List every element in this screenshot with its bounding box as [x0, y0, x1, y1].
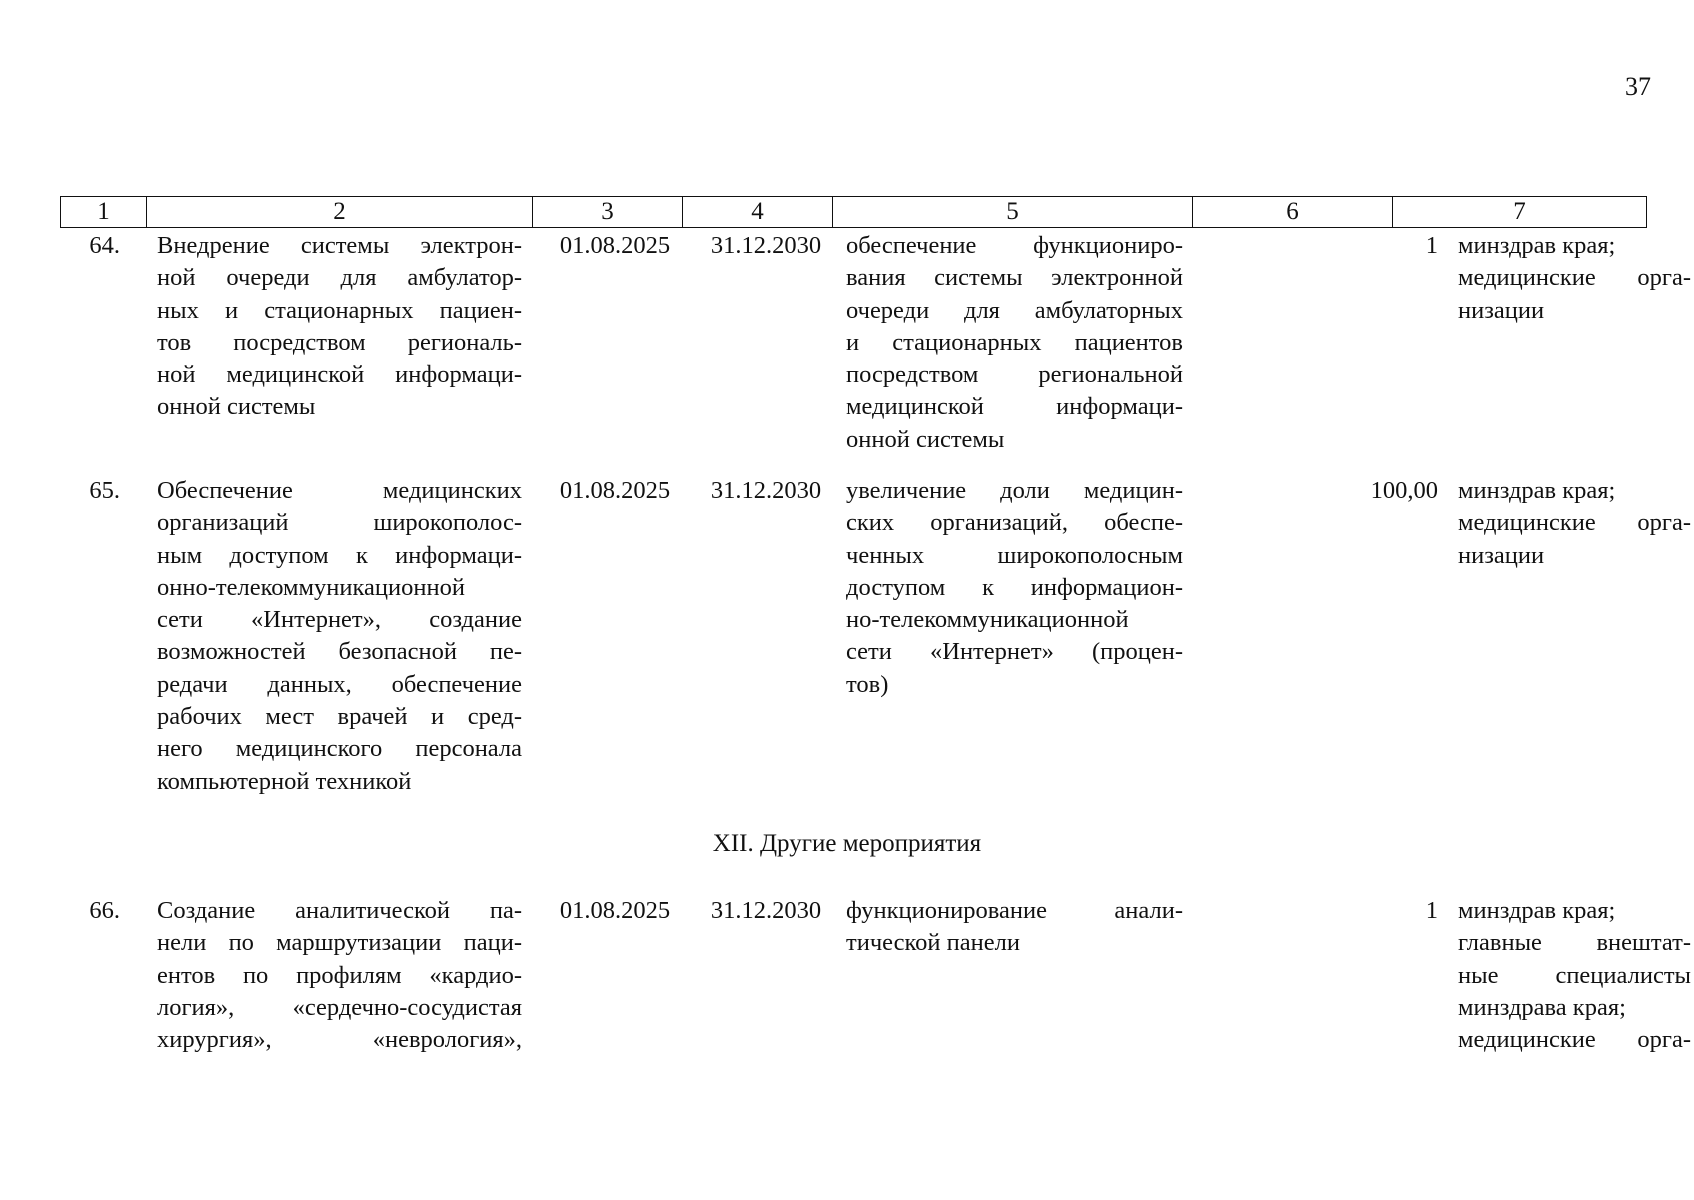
column-header-6: 6 [1193, 197, 1393, 228]
end-date: 31.12.2030 [710, 232, 822, 259]
text-line: хирургия», «неврология», [157, 1026, 522, 1054]
text-line: возможностей безопасной пе- [157, 638, 522, 666]
text-line: онной системы [846, 425, 1005, 453]
text-line: тов посредством региональ- [157, 328, 522, 356]
text-line: Создание аналитической па- [157, 897, 522, 924]
text-line: низации [1458, 541, 1545, 569]
table-header [60, 196, 1647, 228]
start-date: 01.08.2025 [559, 477, 671, 504]
text-line: ным доступом к информаци- [157, 541, 522, 569]
text-line: функционирование анали- [846, 897, 1183, 924]
text-line: минздрав края; [1458, 477, 1616, 504]
indicator-value: 100,00 [1370, 477, 1438, 504]
text-line: посредством региональной [846, 361, 1183, 389]
text-line: Внедрение системы электрон- [157, 232, 522, 259]
text-line: него медицинского персонала [157, 735, 522, 763]
text-line: рабочих мест врачей и сред- [157, 703, 522, 731]
text-line: ных и стационарных пациен- [157, 296, 522, 324]
text-line: сети «Интернет», создание [157, 606, 522, 634]
text-line: онно-телекоммуникационной [157, 573, 465, 601]
text-line: медицинские орга- [1458, 264, 1691, 292]
measure-name [157, 895, 522, 1056]
responsible [1458, 230, 1691, 327]
text-line: медицинские орга- [1458, 509, 1691, 537]
result-indicator [846, 895, 1183, 960]
start-date: 01.08.2025 [559, 232, 671, 259]
text-line: но-телекоммуникационной [846, 606, 1129, 634]
text-line: медицинской информаци- [846, 393, 1183, 421]
column-header-1: 1 [61, 197, 147, 228]
text-line: медицинские орга- [1458, 1026, 1691, 1054]
text-line: логия», «сердечно-сосудистая [157, 993, 522, 1021]
end-date: 31.12.2030 [710, 477, 822, 504]
text-line: сети «Интернет» (процен- [846, 638, 1183, 666]
text-line: тов) [846, 670, 889, 698]
indicator-value: 1 [1425, 897, 1438, 924]
text-line: вания системы электронной [846, 264, 1183, 292]
row-number: 65. [89, 477, 120, 504]
text-line: компьютерной техникой [157, 767, 412, 795]
column-header-5: 5 [833, 197, 1193, 228]
result-indicator [846, 230, 1183, 456]
text-line: ченных широкополосным [846, 541, 1183, 569]
indicator-value: 1 [1425, 232, 1438, 259]
text-line: доступом к информацион- [846, 573, 1183, 601]
text-line: минздрава края; [1458, 993, 1626, 1021]
text-line: низации [1458, 296, 1545, 324]
text-line: и стационарных пациентов [846, 328, 1183, 356]
section-heading: XII. Другие мероприятия [712, 830, 982, 857]
column-header-3: 3 [533, 197, 683, 228]
text-line: нели по маршрутизации паци- [157, 929, 522, 957]
text-line: минздрав края; [1458, 897, 1616, 924]
column-header-2: 2 [147, 197, 533, 228]
column-header-4: 4 [683, 197, 833, 228]
text-line: организаций широкополос- [157, 509, 522, 537]
text-line: главные внештат- [1458, 929, 1691, 957]
end-date: 31.12.2030 [710, 897, 822, 924]
text-line: минздрав края; [1458, 232, 1616, 259]
column-header-7: 7 [1393, 197, 1647, 228]
text-line: тической панели [846, 929, 1020, 957]
measure-name [157, 475, 522, 798]
result-indicator [846, 475, 1183, 701]
row-number: 64. [89, 232, 120, 259]
measure-name [157, 230, 522, 424]
text-line: онной системы [157, 393, 316, 421]
text-line: редачи данных, обеспечение [157, 670, 522, 698]
text-line: очереди для амбулаторных [846, 296, 1183, 324]
text-line: ной медицинской информаци- [157, 361, 522, 389]
text-line: ентов по профилям «кардио- [157, 961, 522, 989]
row-number: 66. [89, 897, 120, 924]
text-line: ной очереди для амбулатор- [157, 264, 522, 292]
text-line: ских организаций, обеспе- [846, 509, 1183, 537]
start-date: 01.08.2025 [559, 897, 671, 924]
text-line: увеличение доли медицин- [846, 477, 1183, 504]
text-line: ные специалисты [1458, 961, 1691, 989]
text-line: обеспечение функциониро- [846, 232, 1183, 259]
responsible [1458, 475, 1691, 572]
text-line: Обеспечение медицинских [157, 477, 522, 504]
page-number: 37 [1625, 72, 1651, 101]
responsible [1458, 895, 1691, 1056]
